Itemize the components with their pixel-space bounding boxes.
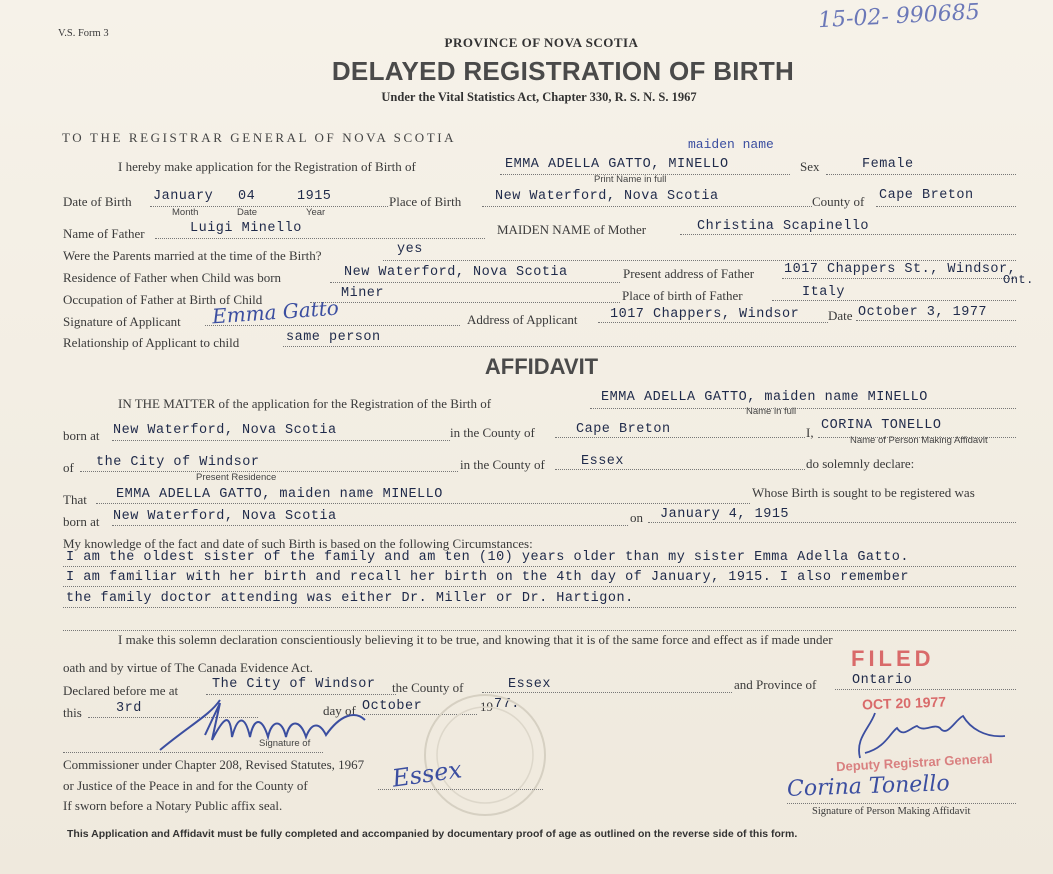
present-residence-caption: Present Residence [196, 472, 277, 483]
matter-value: EMMA ADELLA GATTO, maiden name MINELLO [601, 390, 928, 405]
declarant-name-value: CORINA TONELLO [821, 418, 942, 433]
applicant-name-value: EMMA ADELLA GATTO, MINELLO [505, 157, 729, 172]
sex-label: Sex [800, 159, 820, 174]
intro-label: I hereby make application for the Registration of Birth of [118, 159, 416, 174]
dob-label: Date of Birth [63, 194, 132, 209]
justice-county-handwritten: Essex [390, 755, 464, 793]
name-in-full-caption: Name in full [746, 406, 797, 417]
present-address-value: 1017 Chappers St., Windsor, [784, 262, 1017, 277]
occupation-value: Miner [341, 286, 385, 301]
married-value: yes [397, 242, 423, 257]
present-address-label: Present address of Father [623, 266, 755, 281]
declare-label: do solemnly declare: [806, 456, 915, 471]
declared-at-value: The City of Windsor [212, 677, 376, 692]
place-of-birth-value: New Waterford, Nova Scotia [495, 189, 719, 204]
applicant-signature: Emma Gatto [211, 295, 340, 329]
affidavit-county-value: Cape Breton [576, 422, 671, 437]
on-label: on [630, 510, 643, 525]
affidavit-county-label: in the County of [450, 425, 535, 440]
solemn-declaration-line-2: oath and by virtue of The Canada Evidence Act. [63, 660, 313, 675]
that-label: That [63, 492, 87, 507]
declared-province-value: Ontario [852, 673, 913, 688]
declarant-signature-caption: Signature of Person Making Affidavit [812, 806, 971, 817]
signature-of-caption: Signature of [259, 738, 311, 749]
knowledge-label: My knowledge of the fact and date of such Birth is based on the following Circumstances: [63, 536, 533, 551]
residence-value: New Waterford, Nova Scotia [344, 265, 568, 280]
circumstance-line-1: I am the oldest sister of the family and am ten (10) years older than my sister Emma Adella Gatto. [66, 550, 909, 565]
application-date-value: October 3, 1977 [858, 305, 988, 320]
declared-before-label: Declared before me at [63, 683, 179, 698]
affidavit-county2-label: in the County of [460, 457, 545, 472]
declared-county-label: the County of [392, 680, 464, 695]
dob-date-caption: Date [237, 207, 258, 218]
father-name-value: Luigi Minello [190, 221, 302, 236]
embossed-seal [420, 690, 550, 820]
application-date-label: Date [828, 308, 853, 323]
on-date-value: January 4, 1915 [660, 507, 790, 522]
declarant-signature: Corina Tonello [786, 771, 951, 802]
married-label: Were the Parents married at the time of the Birth? [63, 248, 322, 263]
this-label: this [63, 705, 82, 720]
form-subtitle: Under the Vital Statistics Act, Chapter 330, R. S. N. S. 1967 [381, 90, 697, 104]
declared-day-value: 3rd [116, 701, 142, 716]
dob-month-value: January [153, 189, 214, 204]
i-label: I, [806, 425, 814, 440]
father-birthplace-value: Italy [802, 285, 846, 300]
sex-value: Female [862, 157, 914, 172]
county-value: Cape Breton [879, 188, 974, 203]
declared-province-label: and Province of [734, 677, 817, 692]
print-name-caption: Print Name in full [594, 174, 667, 185]
applicant-address-label: Address of Applicant [467, 312, 578, 327]
notary-line: If sworn before a Notary Public affix seal. [63, 798, 283, 813]
circumstance-line-2: I am familiar with her birth and recall her birth on the 4th day of January, 1915. I also remember [66, 570, 909, 585]
form-title: DELAYED REGISTRATION OF BIRTH [331, 56, 795, 86]
affidavit-heading: AFFIDAVIT [484, 354, 599, 379]
residence-label: Residence of Father when Child was born [63, 270, 282, 285]
declared-month-value: October [362, 699, 423, 714]
form-number: V.S. Form 3 [58, 28, 109, 39]
affidavit-county2-value: Essex [581, 454, 625, 469]
declarant-name-caption: Name of Person Making Affidavit [850, 435, 988, 446]
filed-date-stamp: OCT 20 1977 [861, 693, 947, 713]
father-name-label: Name of Father [63, 226, 145, 241]
dob-year-caption: Year [306, 207, 326, 218]
dob-year-value: 1915 [297, 189, 332, 204]
born-at2-value: New Waterford, Nova Scotia [113, 509, 337, 524]
province-heading: PROVINCE OF NOVA SCOTIA [444, 35, 639, 50]
mother-name-label: MAIDEN NAME of Mother [497, 222, 647, 237]
relationship-value: same person [286, 330, 381, 345]
maiden-name-note: maiden name [688, 137, 774, 152]
commissioner-line: Commissioner under Chapter 208, Revised Statutes, 1967 [63, 757, 365, 772]
relationship-label: Relationship of Applicant to child [63, 335, 240, 350]
declared-year-value: 77. [494, 697, 520, 712]
day-of-label: day of [323, 703, 356, 718]
applicant-signature-label: Signature of Applicant [63, 314, 181, 329]
present-residence-value: the City of Windsor [96, 455, 260, 470]
deputy-registrar-stamp: Deputy Registrar General [835, 750, 994, 775]
circumstance-line-3: the family doctor attending was either Dr. Miller or Dr. Hartigon. [66, 591, 634, 606]
mother-name-value: Christina Scapinello [697, 219, 870, 234]
handwritten-registration-number: 15-02- 990685 [817, 0, 981, 34]
dob-date-value: 04 [238, 189, 256, 204]
born-at2-label: born at [63, 514, 100, 529]
that-value: EMMA ADELLA GATTO, maiden name MINELLO [116, 487, 443, 502]
justice-line: or Justice of the Peace in and for the County of [63, 778, 308, 793]
footer-instructions: This Application and Affidavit must be fully completed and accompanied by documentary proof of age as outlined on the reverse side of this form. [67, 828, 798, 840]
to-registrar-line: TO THE REGISTRAR GENERAL OF NOVA SCOTIA [62, 130, 457, 145]
of-label: of [63, 460, 74, 475]
solemn-declaration-line-1: I make this solemn declaration conscientiously believing it to be true, and knowing that it is of the same force and effect as if made under [118, 632, 833, 647]
filed-stamp: FILED [851, 646, 935, 671]
present-address-value-province: Ont. [1003, 273, 1034, 287]
declared-county-value: Essex [508, 677, 552, 692]
applicant-address-value: 1017 Chappers, Windsor [610, 307, 800, 322]
place-of-birth-label: Place of Birth [389, 194, 462, 209]
father-birthplace-label: Place of birth of Father [622, 288, 743, 303]
year-prefix: 19 [480, 699, 493, 714]
occupation-label: Occupation of Father at Birth of Child [63, 292, 263, 307]
dob-month-caption: Month [172, 207, 199, 218]
matter-label: IN THE MATTER of the application for the Registration of the Birth of [118, 396, 492, 411]
county-label: County of [812, 194, 865, 209]
born-at-label: born at [63, 428, 100, 443]
born-at-value: New Waterford, Nova Scotia [113, 423, 337, 438]
whose-birth-label: Whose Birth is sought to be registered was [752, 485, 975, 500]
